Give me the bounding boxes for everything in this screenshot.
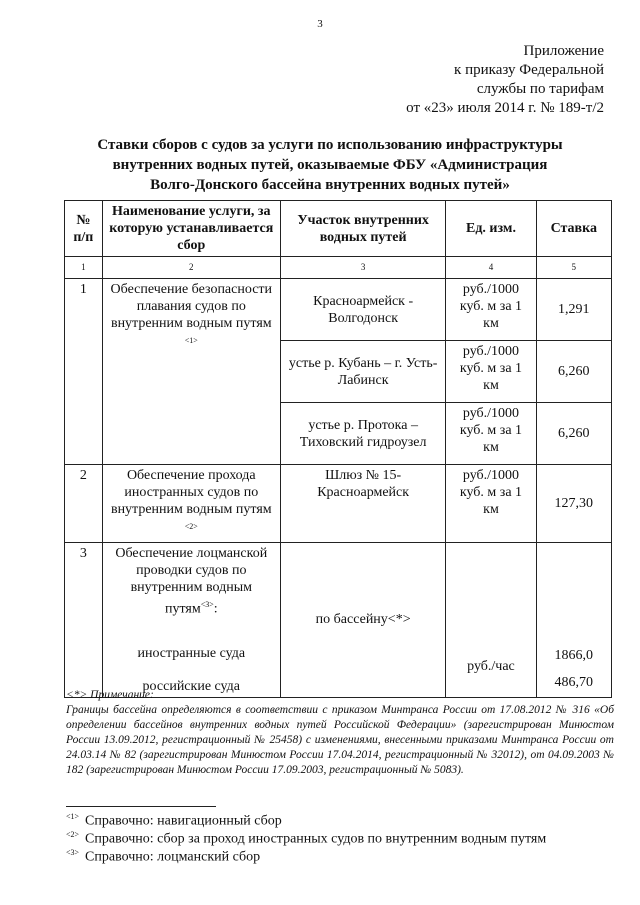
appendix-line: Приложение xyxy=(523,43,604,59)
page-number: 3 xyxy=(317,18,323,30)
note-text: Границы бассейна определяются в соответствии с приказом Минтранса России от 17.08.2012 № 316 «Об определении бассейнов внутренних водных путей Российской Федерации» (зарегистрирован Минюстом России 13.09.2012, регистрационный № 25458) с изменениями, внесенными приказами Минтранса России от 24.03.14 № 82 (зарегистрирован Минюстом России 17.04.2014, регистрационный № 32012), от 04.09.2003 № 182 (зарегистрирован Минюстом России 17.09.2003, регистрационный № 5083). xyxy=(66,704,614,776)
footnote-3 xyxy=(66,844,260,867)
row3-sub-russian: российские суда xyxy=(142,679,241,695)
appendix-line: службы по тарифам xyxy=(476,81,604,97)
appendix-line: от «23» июля 2014 г. № 189-т/2 xyxy=(406,100,604,116)
header-unit: Ед. изм. xyxy=(446,201,536,257)
row1-rate-2: 6,260 xyxy=(536,341,611,403)
document-title xyxy=(60,135,600,195)
footnote-mark: <3> xyxy=(200,599,214,609)
row3-sub-foreign: иностранные суда xyxy=(137,646,246,662)
row1-unit-1: руб./1000 куб. м за 1 км xyxy=(446,279,536,341)
footnote-mark: <2> xyxy=(66,830,80,839)
row3-colon: : xyxy=(213,601,218,617)
row3-service-text: Обеспечение лоцманской проводки судов по внутренним водным путям xyxy=(115,545,268,617)
row1-service xyxy=(102,279,280,465)
row3-unit: руб./час xyxy=(446,542,536,698)
rates-table xyxy=(64,200,612,698)
note-heading: <*> Примечание: xyxy=(66,689,154,701)
title-line: внутренних водных путей, оказываемые ФБУ «Администрация xyxy=(112,157,548,173)
footnote-mark: <3> xyxy=(66,848,80,857)
row2-rate: 127,30 xyxy=(536,465,611,543)
row2-unit: руб./1000 куб. м за 1 км xyxy=(446,465,536,543)
row3-section: по бассейну<*> xyxy=(280,542,446,698)
title-line: Ставки сборов с судов за услуги по использованию инфраструктуры xyxy=(97,137,563,153)
row1-rate-1: 1,291 xyxy=(536,279,611,341)
row2-service-text: Обеспечение прохода иностранных судов по внутренним водным путям xyxy=(110,468,272,517)
footnote-mark: <2> xyxy=(184,522,198,531)
col-number: 5 xyxy=(536,257,611,279)
row1-service-text: Обеспечение безопасности плавания судов по внутренним водным путям xyxy=(110,282,273,331)
footnote-text: Справочно: сбор за проход иностранных судов по внутренним водным путям xyxy=(85,831,547,847)
header-rate: Ставка xyxy=(536,201,611,257)
col-number: 3 xyxy=(280,257,446,279)
row1-section-3: устье р. Протока – Тиховский гидроузел xyxy=(280,403,446,465)
row3-rate-foreign: 1866,0 xyxy=(554,648,594,664)
row3-rates xyxy=(536,542,611,698)
row2-section: Шлюз № 15- Красноармейск xyxy=(280,465,446,543)
footnote-text: Справочно: лоцманский сбор xyxy=(85,849,261,865)
col-number: 4 xyxy=(446,257,536,279)
row1-section-2: устье р. Кубань – г. Усть-Лабинск xyxy=(280,341,446,403)
note-block xyxy=(66,688,614,778)
header-num: № п/п xyxy=(65,201,103,257)
row1-num: 1 xyxy=(65,279,103,465)
row2-num: 2 xyxy=(65,465,103,543)
footnote-text: Справочно: навигационный сбор xyxy=(85,813,282,829)
header-service: Наименование услуги, за которую устанавливается сбор xyxy=(102,201,280,257)
row2-service xyxy=(102,465,280,543)
appendix-line: к приказу Федеральной xyxy=(454,62,604,78)
row3-num: 3 xyxy=(65,542,103,698)
row3-rate-russian: 486,70 xyxy=(554,675,594,691)
row1-section-1: Красноармейск - Волгодонск xyxy=(280,279,446,341)
row1-unit-3: руб./1000 куб. м за 1 км xyxy=(446,403,536,465)
row1-rate-3: 6,260 xyxy=(536,403,611,465)
footnote-mark: <1> xyxy=(66,812,80,821)
col-number: 2 xyxy=(102,257,280,279)
footnote-divider xyxy=(66,806,216,807)
row1-unit-2: руб./1000 куб. м за 1 км xyxy=(446,341,536,403)
row3-service xyxy=(102,542,280,698)
header-section: Участок внутренних водных путей xyxy=(280,201,446,257)
footnote-mark: <1> xyxy=(184,336,198,345)
col-number: 1 xyxy=(65,257,103,279)
title-line: Волго-Донского бассейна внутренних водных путей» xyxy=(150,177,510,193)
appendix-block xyxy=(406,42,604,118)
